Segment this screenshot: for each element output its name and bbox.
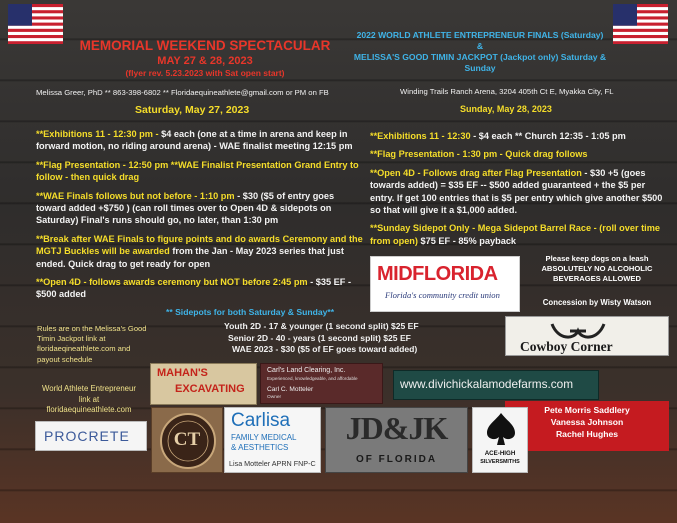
sunday-schedule [370, 130, 670, 247]
carls-name: Carl's Land Clearing, Inc. [267, 367, 346, 374]
procrete-name: PROCRETE [44, 428, 130, 444]
american-flag-right-icon [613, 4, 668, 44]
rachel-hughes: Rachel Hughes [555, 429, 619, 439]
mahans-excavating: EXCAVATING [175, 383, 245, 395]
sun-flag-presentation: **Flag Presentation - 1:30 pm - Quick drag follows [370, 149, 588, 160]
sunday-heading: Sunday, May 28, 2023 [460, 104, 552, 114]
carlisa-logo [224, 407, 321, 473]
ct-medallion-logo [151, 407, 223, 473]
ct-initials: CT [173, 429, 201, 450]
event-dates: MAY 27 & 28, 2023 [157, 55, 253, 67]
concession-note: Concession by Wisty Watson [542, 298, 652, 307]
spade-icon [485, 411, 517, 447]
wae-link-block[interactable] [30, 384, 148, 416]
pete-morris-saddlery: Pete Morris Saddlery [544, 405, 630, 415]
dogs-alcohol-note: Please keep dogs on a leash ABSOLUTELY NO ALCOHOLIC BEVERAGES ALLOWED [541, 254, 653, 283]
sun-exhibitions: **Exhibitions 11 - 12:30 - $4 each ** Church 12:35 - 1:05 pm [370, 131, 626, 141]
carlisa-provider: Lisa Motteler APRN FNP-C [229, 459, 316, 468]
sun-sidepot: **Sunday Sidepot Only - Mega Sidepot Barrel Race - (roll over time from open) $75 EF - 85% payback [370, 223, 660, 246]
carls-tagline: Experienced, knowledgeable, and affordable [267, 376, 358, 381]
contact-info: Melissa Greer, PhD ** 863-398-6802 ** Floridaequineathlete@gmail.com or PM on FB [36, 88, 329, 97]
pete-morris-saddlery-box [505, 401, 669, 451]
midflorida-tagline: Florida's community credit union [385, 290, 500, 300]
sat-exhibitions: **Exhibitions 11 - 12:30 pm - $4 each (one at a time in arena and keep in forward motion, no riding around arena) - WAE finalist meeting 12:15 pm [36, 129, 353, 152]
pete-morris-text [505, 404, 669, 440]
wae-link-line2: link at [78, 394, 100, 404]
flyer-revision: (flyer rev. 5.23.2023 with Sat open start) [125, 68, 285, 78]
wae-link-line1: World Athlete Entrepreneur [42, 384, 136, 393]
right-title-block [340, 30, 620, 74]
carlisa-family-medical: FAMILY MEDICAL [231, 433, 297, 442]
sidepot-wae: WAE 2023 - $30 ($5 of EF goes toward added) [232, 344, 418, 354]
carlisa-name: Carlisa [231, 410, 291, 431]
carls-owner-name: Carl C. Motteler [267, 386, 314, 393]
mahans-name: MAHAN'S [157, 367, 208, 379]
sat-awards-break: **Break after WAE Finals to figure points and do awards Ceremony and the MGTJ Buckles will be awarded from the Jan - May 2023 series that just ended. Quick drag to get ready for open [36, 233, 363, 269]
mahans-excavating-logo [150, 363, 257, 405]
sat-open-4d: **Open 4D - follows awards ceremony but NOT before 2:45 pm - $35 EF - $500 added [36, 277, 352, 300]
sidepot-senior: Senior 2D - 40 - years (1 second split) $25 EF [228, 332, 411, 343]
sidepots-list [190, 321, 490, 356]
divichickalamode-url[interactable]: www.divichickalamodefarms.com [400, 377, 574, 391]
jdjk-name: JD&JK [345, 410, 448, 446]
sat-flag-presentation: **Flag Presentation - 12:50 pm **WAE Finalist Presentation Grand Entry to follow - then quick drag [36, 159, 359, 183]
sidepots-heading: ** Sidepots for both Saturday & Sunday** [166, 307, 335, 317]
ace-high-name: ACE-HIGH [484, 450, 516, 457]
ampersand: & [476, 41, 484, 51]
carls-land-clearing-logo [260, 363, 383, 404]
cowboy-corner-name: Cowboy Corner [520, 339, 613, 354]
saturday-schedule [36, 128, 366, 301]
jackpot-title: MELISSA'S GOOD TIMIN JACKPOT (Jackpot only) Saturday & Sunday [353, 52, 607, 73]
midflorida-name: MIDFLORIDA [377, 263, 498, 285]
event-title: MEMORIAL WEEKEND SPECTACULAR [79, 38, 331, 53]
sat-wae-finals: **WAE Finals follows but not before - 1:10 pm - $30 ($5 of entry goes toward added +$750 ) (can roll times over to Open 4D & sidepots on Saturday) Final's runs should go, no later, than 1:30 pm [36, 190, 335, 226]
carls-owner-title: Owner [267, 395, 282, 400]
venue-info: Winding Trails Ranch Arena, 3204 405th Ct E, Myakka City, FL [400, 87, 614, 96]
carlisa-aesthetics: & AESTHETICS [231, 443, 289, 452]
divichickalamode-banner[interactable] [393, 370, 599, 400]
midflorida-logo [370, 256, 520, 312]
sun-open-4d: **Open 4D - Follows drag after Flag Presentation - $30 +5 (goes towards added) = $35 EF -- $500 added guaranteed + the $5 per entry. If get 100 entries that is $5 per entry which give another $500 so that will give it a $1,000 added. [370, 167, 663, 216]
sidepot-youth: Youth 2D - 17 & younger (1 second split) $25 EF [224, 321, 419, 331]
jdjk-florida: OF FLORIDA [355, 454, 438, 465]
rules-note: Rules are on the Melissa's Good Timin Jackpot link at floridaeqineathlete.com and payout schedule [37, 324, 147, 364]
jdjk-logo [325, 407, 468, 473]
wae-link-url[interactable]: floridaequineathlete.com [46, 405, 132, 415]
procrete-logo [35, 421, 147, 451]
saturday-heading: Saturday, May 27, 2023 [135, 104, 250, 116]
ace-high-logo [472, 407, 528, 473]
american-flag-left-icon [8, 4, 63, 44]
left-title-block [70, 38, 340, 79]
cowboy-corner-logo [505, 316, 669, 356]
vanessa-johnson: Vanessa Johnson [550, 417, 624, 427]
wae-finals-title: 2022 WORLD ATHLETE ENTREPRENEUR FINALS (Saturday) [356, 30, 604, 40]
ace-high-silversmiths: SILVERSMITHS [480, 459, 520, 465]
